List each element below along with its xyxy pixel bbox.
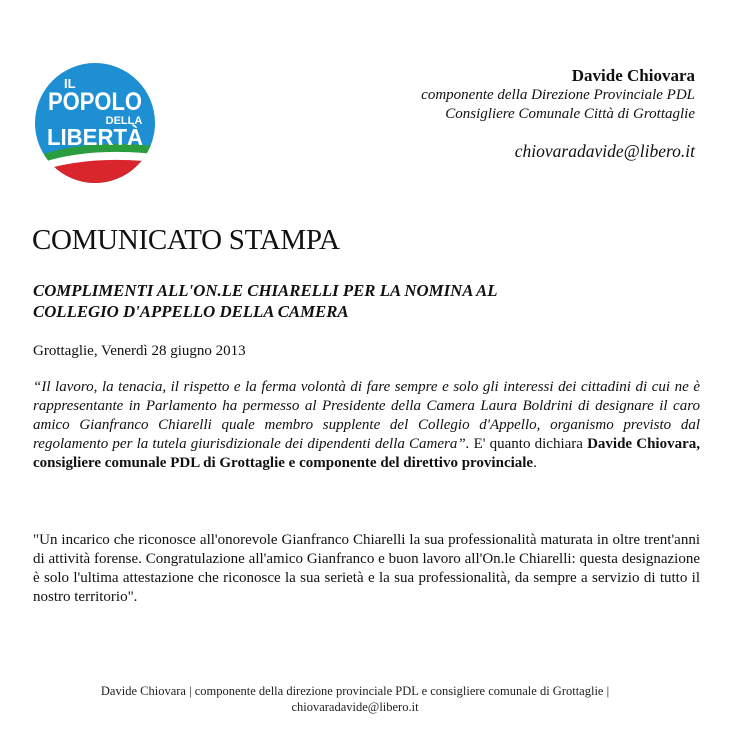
author-header bbox=[195, 66, 695, 162]
footer-email: chiovaradavide@libero.it bbox=[291, 700, 419, 714]
page-footer bbox=[0, 683, 710, 715]
author-name: Davide Chiovara bbox=[571, 66, 695, 85]
paragraph-1-middle: E' quanto dichiara bbox=[469, 436, 588, 452]
headline-line-1: COMPLIMENTI ALL'ON.LE CHIARELLI PER LA NOMINA AL bbox=[33, 281, 498, 300]
pdl-logo bbox=[34, 62, 156, 184]
press-release-headline bbox=[33, 280, 698, 322]
paragraph-2: "Un incarico che riconosce all'onorevole Gianfranco Chiarelli la sua professionalità maturata in oltre trent'anni di attività forense. Congratulazione all'amico Gianfranco e buon lavoro all'On.le Chiarelli: questa designazione è solo l'ultima attestazione che riconosce la sua serietà e la sua professionalità, da sempre a servizio di tutto il nostro territorio". bbox=[33, 532, 700, 605]
logo-text-popolo: POPOLO bbox=[48, 88, 142, 116]
dateline: Grottaglie, Venerdì 28 giugno 2013 bbox=[33, 343, 246, 359]
headline-line-2: COLLEGIO D'APPELLO DELLA CAMERA bbox=[33, 302, 349, 321]
paragraph-1-bold: Davide Chiovara, consigliere comunale PDL di Grottaglie e componente del direttivo provinciale bbox=[33, 436, 701, 471]
author-email: chiovaradavide@libero.it bbox=[514, 141, 695, 161]
document-title: COMUNICATO STAMPA bbox=[32, 224, 340, 256]
pdl-logo-graphic bbox=[34, 62, 156, 184]
author-role-municipal: Consigliere Comunale Città di Grottaglie bbox=[445, 106, 695, 122]
logo-text-il: IL bbox=[64, 76, 76, 91]
logo-text-liberta: LIBERTÀ bbox=[47, 124, 147, 150]
author-role-provincial: componente della Direzione Provinciale PDL bbox=[421, 87, 695, 103]
logo-text-della: DELLA bbox=[105, 115, 143, 127]
paragraph-1 bbox=[33, 378, 700, 473]
paragraph-1-end: . bbox=[533, 455, 537, 471]
footer-line-1: Davide Chiovara | componente della direzione provinciale PDL e consigliere comunale di Grottaglie | bbox=[100, 684, 610, 698]
paragraph-1-quote: “Il lavoro, la tenacia, il rispetto e la ferma volontà di fare sempre e solo gli interessi dei cittadini di cui ne è rappresentante in Parlamento ha permesso al Presidente della Camera Laura Boldrini di designare il caro amico Gianfranco Chiarelli quale membro supplente del Collegio d'Appello, organismo previsto dal regolamento per la tutela giurisdizionale dei dipendenti della Camera”. bbox=[33, 379, 700, 452]
